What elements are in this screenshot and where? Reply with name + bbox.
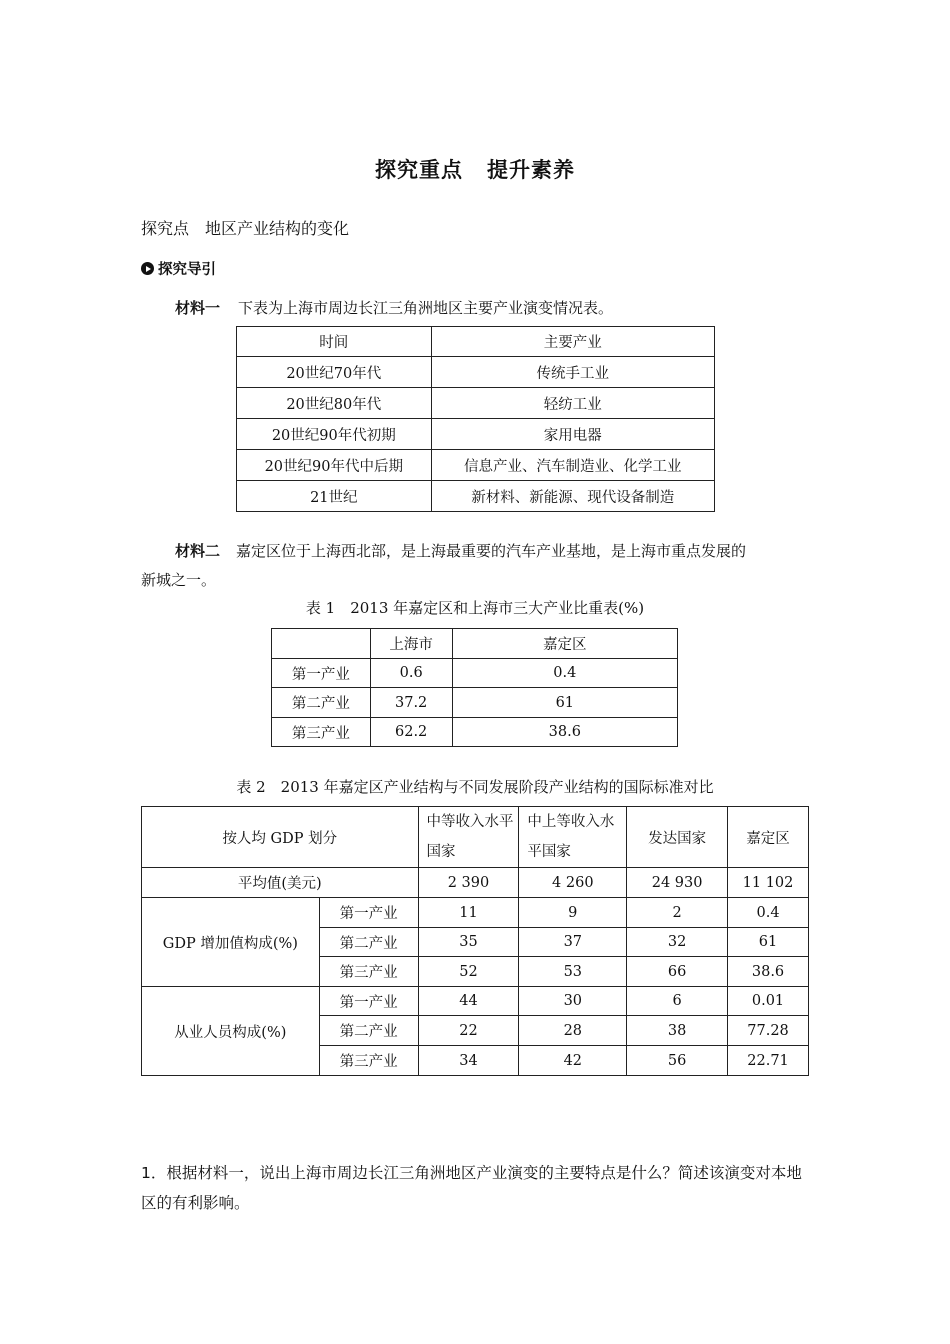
table-cell: 传统手工业 bbox=[431, 357, 714, 388]
table-cell: 21世纪 bbox=[237, 481, 432, 512]
table-header-row bbox=[272, 629, 678, 659]
group-label: 从业人员构成(%) bbox=[142, 987, 320, 1076]
table-cell: 0.4 bbox=[452, 659, 677, 688]
table-cell: 42 bbox=[519, 1046, 627, 1076]
table-cell: 62.2 bbox=[370, 718, 452, 747]
section-label: 探究点 bbox=[141, 219, 190, 238]
header-cell: 发达国家 bbox=[627, 807, 728, 868]
table-cell: 20世纪90年代中后期 bbox=[237, 450, 432, 481]
table-cell: 28 bbox=[519, 1016, 627, 1046]
header-cell: 按人均 GDP 划分 bbox=[142, 807, 419, 868]
header-cell: 嘉定区 bbox=[728, 807, 809, 868]
table-cell: 2 390 bbox=[418, 868, 519, 898]
table-cell: 20世纪70年代 bbox=[237, 357, 432, 388]
table-row bbox=[142, 898, 809, 928]
table-cell: 38 bbox=[627, 1016, 728, 1046]
sector-cell: 第二产业 bbox=[319, 1016, 418, 1046]
material2-text: 嘉定区位于上海西北部，是上海最重要的汽车产业基地，是上海市重点发展的 bbox=[236, 542, 747, 560]
industry-share-table bbox=[271, 628, 678, 747]
table-cell: 61 bbox=[452, 688, 677, 718]
table-cell: 44 bbox=[418, 987, 519, 1016]
header-cell: 嘉定区 bbox=[452, 629, 677, 659]
table-cell: 9 bbox=[519, 898, 627, 928]
header-cell: 主要产业 bbox=[431, 327, 714, 357]
table-cell: 61 bbox=[728, 928, 809, 957]
international-comparison-table bbox=[141, 806, 809, 1076]
table-cell: 66 bbox=[627, 957, 728, 987]
table-row bbox=[237, 450, 715, 481]
material1-text: 下表为上海市周边长江三角洲地区主要产业演变情况表。 bbox=[238, 299, 614, 317]
table-cell: 34 bbox=[418, 1046, 519, 1076]
table-cell: 第二产业 bbox=[272, 688, 371, 718]
table-cell: 家用电器 bbox=[431, 419, 714, 450]
table-row bbox=[237, 357, 715, 388]
header-cell: 中上等收入水平国家 bbox=[519, 807, 627, 868]
table1-caption: 表 1 2013 年嘉定区和上海市三大产业比重表(%) bbox=[305, 599, 645, 617]
table-cell: 6 bbox=[627, 987, 728, 1016]
title-part1: 探究重点 bbox=[375, 158, 463, 182]
table-cell: 38.6 bbox=[452, 718, 677, 747]
table-cell: 53 bbox=[519, 957, 627, 987]
table-cell: 77.28 bbox=[728, 1016, 809, 1046]
table-cell: 0.01 bbox=[728, 987, 809, 1016]
table-row bbox=[142, 868, 809, 898]
header-cell: 上海市 bbox=[370, 629, 452, 659]
table-row bbox=[272, 659, 678, 688]
table-row bbox=[272, 688, 678, 718]
section-heading bbox=[141, 216, 349, 239]
sector-cell: 第一产业 bbox=[319, 898, 418, 928]
header-cell bbox=[272, 629, 371, 659]
page-title bbox=[0, 154, 950, 184]
sector-cell: 第二产业 bbox=[319, 928, 418, 957]
table-row bbox=[237, 419, 715, 450]
material2-line2: 新城之一。 bbox=[141, 571, 217, 589]
table-row bbox=[272, 718, 678, 747]
material2-label: 材料二 bbox=[175, 542, 221, 560]
table-cell: 52 bbox=[418, 957, 519, 987]
table2-caption: 表 2 2013 年嘉定区产业结构与不同发展阶段产业结构的国际标准对比 bbox=[236, 778, 714, 796]
table-cell: 22 bbox=[418, 1016, 519, 1046]
table-cell: 0.6 bbox=[370, 659, 452, 688]
table-header-row bbox=[142, 807, 809, 868]
group-label: GDP 增加值构成(%) bbox=[142, 898, 320, 987]
table-cell: 30 bbox=[519, 987, 627, 1016]
table-cell: 56 bbox=[627, 1046, 728, 1076]
table-cell: 第三产业 bbox=[272, 718, 371, 747]
table-cell: 新材料、新能源、现代设备制造 bbox=[431, 481, 714, 512]
table-cell: 4 260 bbox=[519, 868, 627, 898]
material2-line1 bbox=[175, 537, 746, 566]
guide-heading bbox=[141, 258, 216, 279]
guide-label: 探究导引 bbox=[158, 262, 216, 278]
table-cell: 24 930 bbox=[627, 868, 728, 898]
title-part2: 提升素养 bbox=[487, 158, 575, 182]
play-circle-icon bbox=[141, 262, 154, 275]
table-cell: 22.71 bbox=[728, 1046, 809, 1076]
sector-cell: 第一产业 bbox=[319, 987, 418, 1016]
table-cell: 11 102 bbox=[728, 868, 809, 898]
table-cell: 37 bbox=[519, 928, 627, 957]
table-cell: 轻纺工业 bbox=[431, 388, 714, 419]
sector-cell: 第三产业 bbox=[319, 957, 418, 987]
material1 bbox=[175, 294, 613, 323]
table-cell: 0.4 bbox=[728, 898, 809, 928]
question-1: 1．根据材料一，说出上海市周边长江三角洲地区产业演变的主要特点是什么？简述该演变对本地区的有利影响。 bbox=[141, 1164, 802, 1212]
industry-evolution-table bbox=[236, 326, 715, 512]
table-row bbox=[237, 481, 715, 512]
table-cell: 35 bbox=[418, 928, 519, 957]
sector-cell: 第三产业 bbox=[319, 1046, 418, 1076]
table-cell: 37.2 bbox=[370, 688, 452, 718]
table-cell: 第一产业 bbox=[272, 659, 371, 688]
table-row bbox=[142, 987, 809, 1016]
table-header-row bbox=[237, 327, 715, 357]
section-name: 地区产业结构的变化 bbox=[205, 219, 350, 238]
table-cell: 2 bbox=[627, 898, 728, 928]
material1-label: 材料一 bbox=[175, 299, 221, 317]
table-cell: 38.6 bbox=[728, 957, 809, 987]
table-cell: 11 bbox=[418, 898, 519, 928]
table-cell: 信息产业、汽车制造业、化学工业 bbox=[431, 450, 714, 481]
table-row bbox=[237, 388, 715, 419]
table-cell: 20世纪90年代初期 bbox=[237, 419, 432, 450]
row-label: 平均值(美元) bbox=[142, 868, 419, 898]
table-cell: 32 bbox=[627, 928, 728, 957]
header-cell: 时间 bbox=[237, 327, 432, 357]
header-cell: 中等收入水平国家 bbox=[418, 807, 519, 868]
table-cell: 20世纪80年代 bbox=[237, 388, 432, 419]
